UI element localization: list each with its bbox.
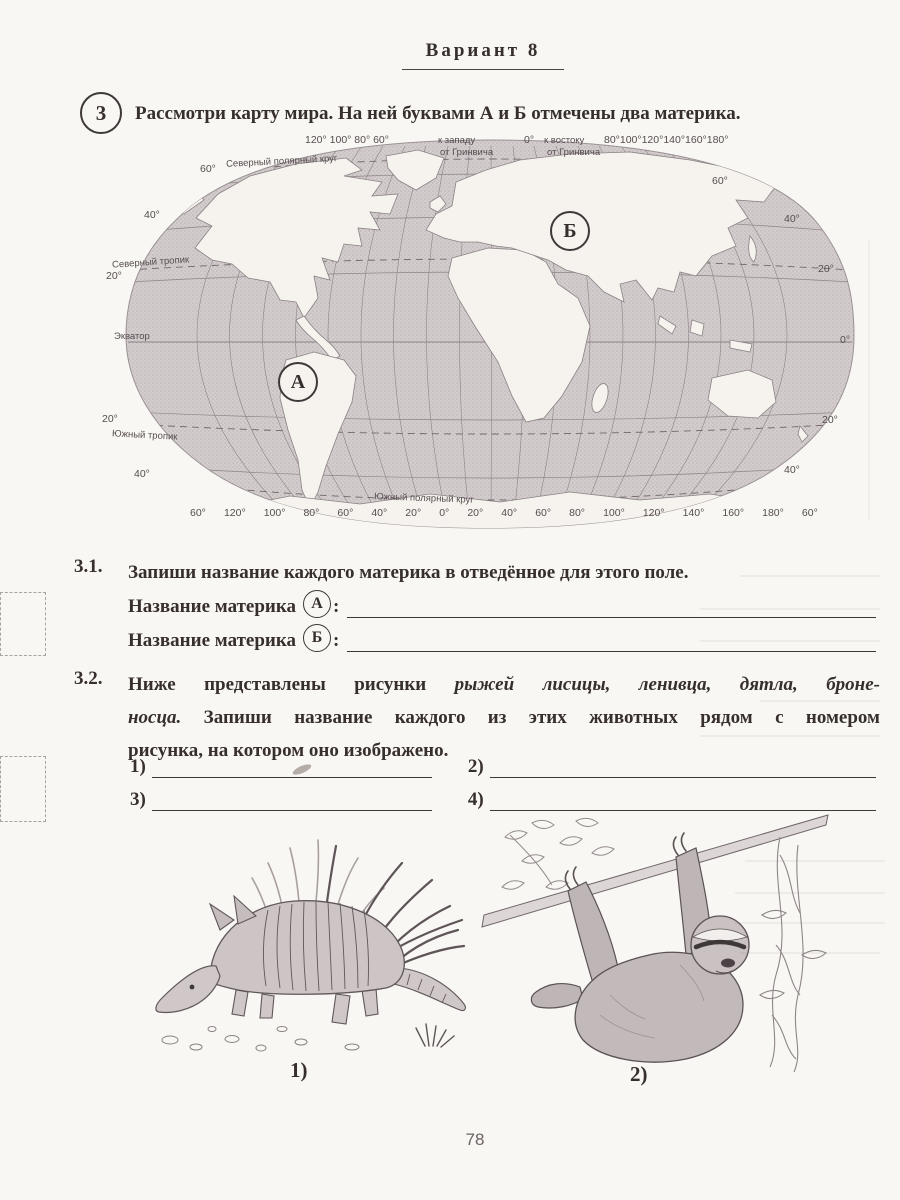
page-number: 78: [465, 1130, 485, 1149]
leaves: [502, 818, 614, 889]
map-label-zero-meridian: 0°: [524, 134, 535, 146]
map-lat-right-60n: 60°: [712, 175, 728, 187]
task3-text: Рассмотри карту мира. На ней буквами А и Б отмечены два материка.: [135, 103, 741, 124]
answer-row-a: [128, 590, 876, 618]
map-lat-right-20n: 20°: [818, 263, 834, 275]
map-bottom-degree-label: 80°: [303, 507, 320, 519]
map-label-west-from-greenwich: от Гринвича: [440, 147, 494, 158]
figure-1-label: 1): [290, 1058, 308, 1082]
map-bottom-degree-label: 60°: [190, 507, 206, 519]
map-label-top-west-degrees: 120° 100° 80° 60°: [305, 134, 389, 146]
task31-text: Запиши название каждого материка в отведённое для этого поле.: [128, 562, 689, 583]
blank-3-label: 3): [130, 789, 146, 810]
map-bottom-degree-label: 120°: [223, 507, 246, 519]
bleed-artifact: [745, 860, 885, 862]
bleed-artifact: [735, 922, 885, 924]
map-bottom-degree-label: 20°: [467, 507, 484, 519]
answer-b-letter-circle: [303, 624, 331, 652]
map-lat-left-20s: 20°: [102, 413, 118, 425]
map-bottom-degree-label: 60°: [337, 507, 354, 519]
sloth-drawing: [480, 795, 830, 1080]
map-bottom-degree-label: 0°: [439, 507, 450, 519]
armadillo-drawing: [140, 818, 470, 1068]
map-bottom-degree-label: 100°: [603, 507, 625, 519]
map-bottom-degree-label: 180°: [762, 507, 784, 519]
letter-a-marker: [278, 362, 318, 402]
bleed-artifact: [700, 608, 880, 610]
task32-text: [128, 668, 880, 767]
blank-2-label: 2): [467, 756, 484, 777]
map-label-equator: Экватор: [114, 331, 150, 342]
sloth-nose: [721, 959, 735, 968]
blank-4-label: 4): [467, 789, 484, 810]
task32-line3: рисунка, на котором оно изображено.: [128, 740, 449, 761]
map-label-antarctic-circle: Южный полярный круг: [373, 491, 474, 506]
figure-2-label: 2): [630, 1062, 648, 1086]
answer-a-letter-circle: [303, 590, 331, 618]
task31-number: 3.1.: [74, 556, 103, 577]
map-lat-left-40s: 40°: [134, 468, 150, 480]
pebbles: [162, 1027, 359, 1052]
blank-row-1: [130, 756, 876, 778]
answer-b-label: Название материка: [128, 630, 297, 651]
map-label-tropic-of-capricorn: Южный тропик: [111, 428, 178, 443]
world-map-svg: [100, 130, 880, 535]
bleed-artifact: [700, 735, 880, 737]
bleed-artifact: [760, 700, 880, 702]
armadillo-tail: [394, 968, 465, 1011]
task32-line1: [128, 668, 880, 701]
armadillo-eye: [190, 985, 195, 990]
armadillo-figure: [140, 818, 470, 1073]
map-bottom-degree-row: [190, 507, 818, 519]
letter-b-marker: [550, 211, 590, 251]
map-lat-left-40n: 40°: [144, 209, 160, 221]
answer-a-letter: А: [311, 595, 323, 612]
bleed-artifact: [740, 575, 880, 577]
bleed-artifact: [735, 892, 885, 894]
map-bottom-degree-label: 40°: [371, 507, 388, 519]
map-lat-right-0: 0°: [840, 334, 851, 346]
map-lat-right-20s: 20°: [822, 414, 838, 426]
map-label-east-from-greenwich: от Гринвича: [547, 147, 601, 158]
vines: [760, 837, 826, 1072]
blank-line-1: [152, 757, 432, 778]
map-label-west-direction: к западу: [438, 135, 476, 146]
letter-a: А: [290, 370, 306, 393]
map-bottom-degree-label: 20°: [405, 507, 422, 519]
map-bottom-degree-label: 40°: [501, 507, 518, 519]
task3-number: 3: [95, 100, 107, 125]
map-label-arctic-circle: Северный полярный круг: [225, 153, 338, 170]
bleed-artifact: [868, 240, 870, 520]
task32-line2-italic: носца.: [128, 707, 182, 728]
answer-a-colon: :: [333, 596, 340, 617]
map-bottom-degree-label: 60°: [535, 507, 552, 519]
bleed-artifact: [700, 640, 880, 642]
score-box-task31: [0, 592, 46, 656]
bleed-artifact: [740, 952, 880, 954]
blank-line-2: [490, 757, 876, 778]
score-box-task32: [0, 756, 46, 822]
map-label-tropic-of-cancer: Северный тропик: [111, 254, 190, 271]
map-lat-left-20n: 20°: [106, 270, 122, 282]
map-lat-right-40n: 40°: [784, 213, 800, 225]
task32-line2-normal: Запиши название каждого из этих животных рядом с номером: [181, 707, 880, 728]
variant-header: Вариант 8: [402, 40, 564, 70]
world-map: [100, 130, 880, 535]
task32-line2: [128, 701, 880, 734]
sloth-hind-leg: [531, 984, 583, 1008]
map-bottom-degree-label: 140°: [682, 507, 705, 519]
grass-tuft: [416, 1024, 454, 1047]
map-bottom-degree-label: 100°: [263, 507, 286, 519]
map-bottom-degree-label: 80°: [569, 507, 586, 519]
task32-line1-normal: Ниже представлены рисунки: [128, 674, 455, 695]
letter-b: Б: [563, 219, 577, 242]
map-lat-right-40s: 40°: [784, 464, 800, 476]
armadillo-ear: [210, 904, 234, 930]
map-bottom-degree-label: 120°: [642, 507, 665, 519]
armadillo-head: [156, 966, 220, 1013]
blank-line-3: [152, 790, 432, 811]
answer-b-letter: Б: [311, 629, 323, 646]
map-label-top-east-degrees: 80°100°120°140°160°180°: [604, 134, 729, 146]
map-bottom-degree-label: 60°: [801, 507, 818, 519]
task3-number-circle: [80, 92, 122, 134]
task32-number: 3.2.: [74, 668, 103, 689]
sloth-figure: [480, 795, 830, 1085]
map-lat-left-60n: 60°: [200, 163, 216, 175]
blank-1-label: 1): [130, 756, 146, 777]
answer-b-colon: :: [333, 630, 340, 651]
task32-line1-italic: рыжей лисицы, ленивца, дятла, броне-: [454, 674, 880, 695]
answer-row-b: [128, 624, 876, 652]
answer-a-label: Название материка: [128, 596, 297, 617]
map-bottom-degree-label: 160°: [722, 507, 745, 519]
map-label-east-direction: к востоку: [544, 135, 585, 146]
